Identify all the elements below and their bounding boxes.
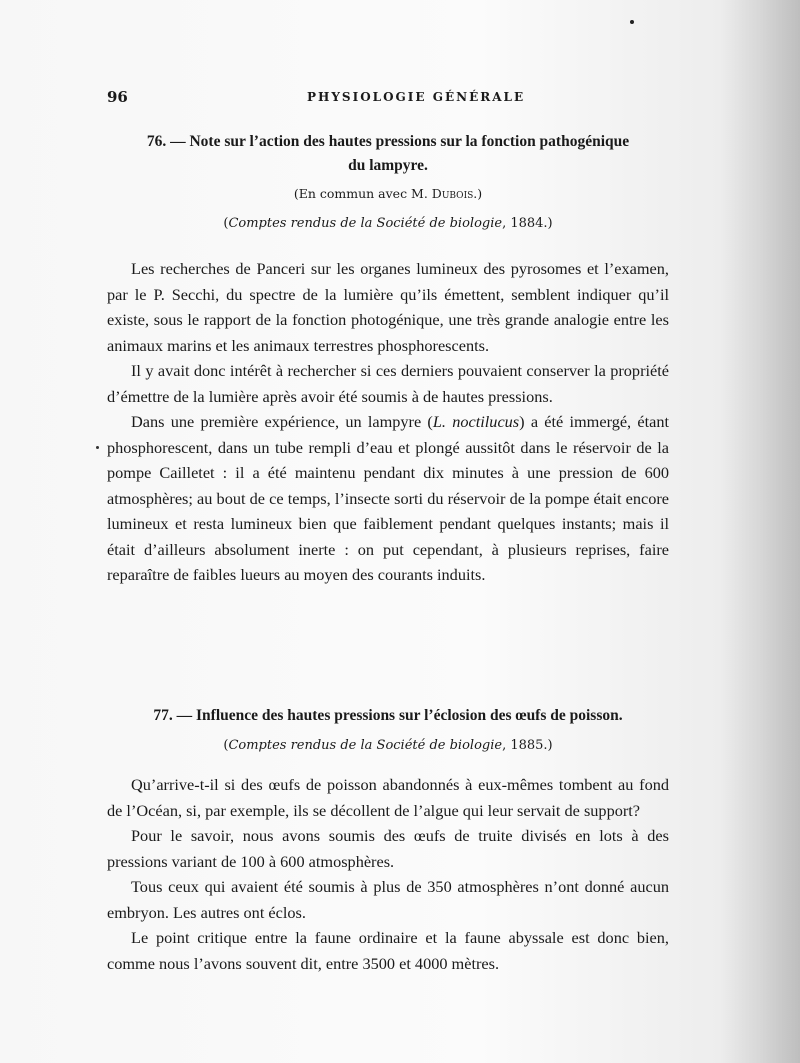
page-edge-shadow xyxy=(720,0,800,1063)
entry-76-body xyxy=(107,256,669,588)
entry-77-body xyxy=(107,772,669,976)
paragraph: Pour le savoir, nous avons soumis des œufs de truite divisés en lots à des pressions variant de 100 à 600 atmosphères. xyxy=(107,826,669,871)
entry-77-source xyxy=(107,738,669,753)
source-journal: Comptes rendus de la Société de biologie xyxy=(228,738,503,753)
page-header xyxy=(107,88,669,108)
para3-text-a: Dans une première expérience, un lampyre ( xyxy=(131,412,433,431)
paragraph xyxy=(107,409,669,588)
source-open: ( xyxy=(223,738,229,753)
para3-text-b: ) a été immergé, étant phosphorescent, dans un tube rempli d’eau et plongé aussitôt dans le réservoir de la pompe Cailletet : il a été maintenu pendant dix minutes à une pression de 600 atmosphères; au bout de ce temps, l’insecte sorti du réservoir de la pompe était encore lumineux et resta lumineux bien que faiblement pendant quelques instants; mais il était d’ailleurs absolument inerte : on put cependant, à plusieurs reprises, faire reparaître de faibles lueurs au moyen des courants induits. xyxy=(107,412,670,584)
species-name: L. noctilucus xyxy=(432,412,520,431)
paragraph: Qu’arrive-t-il si des œufs de poisson abandonnés à eux-mêmes tombent au fond de l’Océan, si, par exemple, ils se décollent de l’algue qui leur servait de support? xyxy=(107,775,669,820)
paragraph: Il y avait donc intérêt à rechercher si ces derniers pouvaient conserver la propriété d’émettre de la lumière après avoir été soumis à de hautes pressions. xyxy=(107,361,669,406)
collab-prefix: (En commun avec M. xyxy=(293,186,432,201)
entry-76-title-line2: du lampyre. xyxy=(348,157,428,174)
source-year: , 1884.) xyxy=(502,216,553,231)
page-number: 96 xyxy=(107,88,128,106)
source-open: ( xyxy=(223,216,229,231)
running-title: PHYSIOLOGIE GÉNÉRALE xyxy=(307,90,526,104)
source-year: , 1885.) xyxy=(502,738,553,753)
collab-suffix: .) xyxy=(473,186,483,201)
entry-76-source xyxy=(107,216,669,231)
entry-76-collaboration xyxy=(107,186,669,201)
entry-76-title-line1: 76. — Note sur l’action des hautes pressions sur la fonction pathogénique xyxy=(146,133,630,150)
paragraph: Les recherches de Panceri sur les organes lumineux des pyrosomes et l’examen, par le P. Secchi, du spectre de la lumière qu’ils émettent, semblent indiquer qu’il existe, sous le rapport de la fonction photogénique, une très grande analogie entre les animaux marins et les animaux terrestres phosphorescents. xyxy=(107,259,669,355)
source-journal: Comptes rendus de la Société de biologie xyxy=(228,216,503,231)
collab-name: Dubois xyxy=(431,186,474,201)
entry-76-title xyxy=(107,130,669,178)
paragraph: Tous ceux qui avaient été soumis à plus de 350 atmosphères n’ont donné aucun embryon. Les autres ont éclos. xyxy=(107,877,669,922)
margin-mark xyxy=(96,446,99,449)
paragraph: Le point critique entre la faune ordinaire et la faune abyssale est donc bien, comme nous l’avons souvent dit, entre 3500 et 4000 mètres. xyxy=(107,928,669,973)
entry-77-title: 77. — Influence des hautes pressions sur l’éclosion des œufs de poisson. xyxy=(153,707,623,724)
scan-speck xyxy=(630,20,634,24)
